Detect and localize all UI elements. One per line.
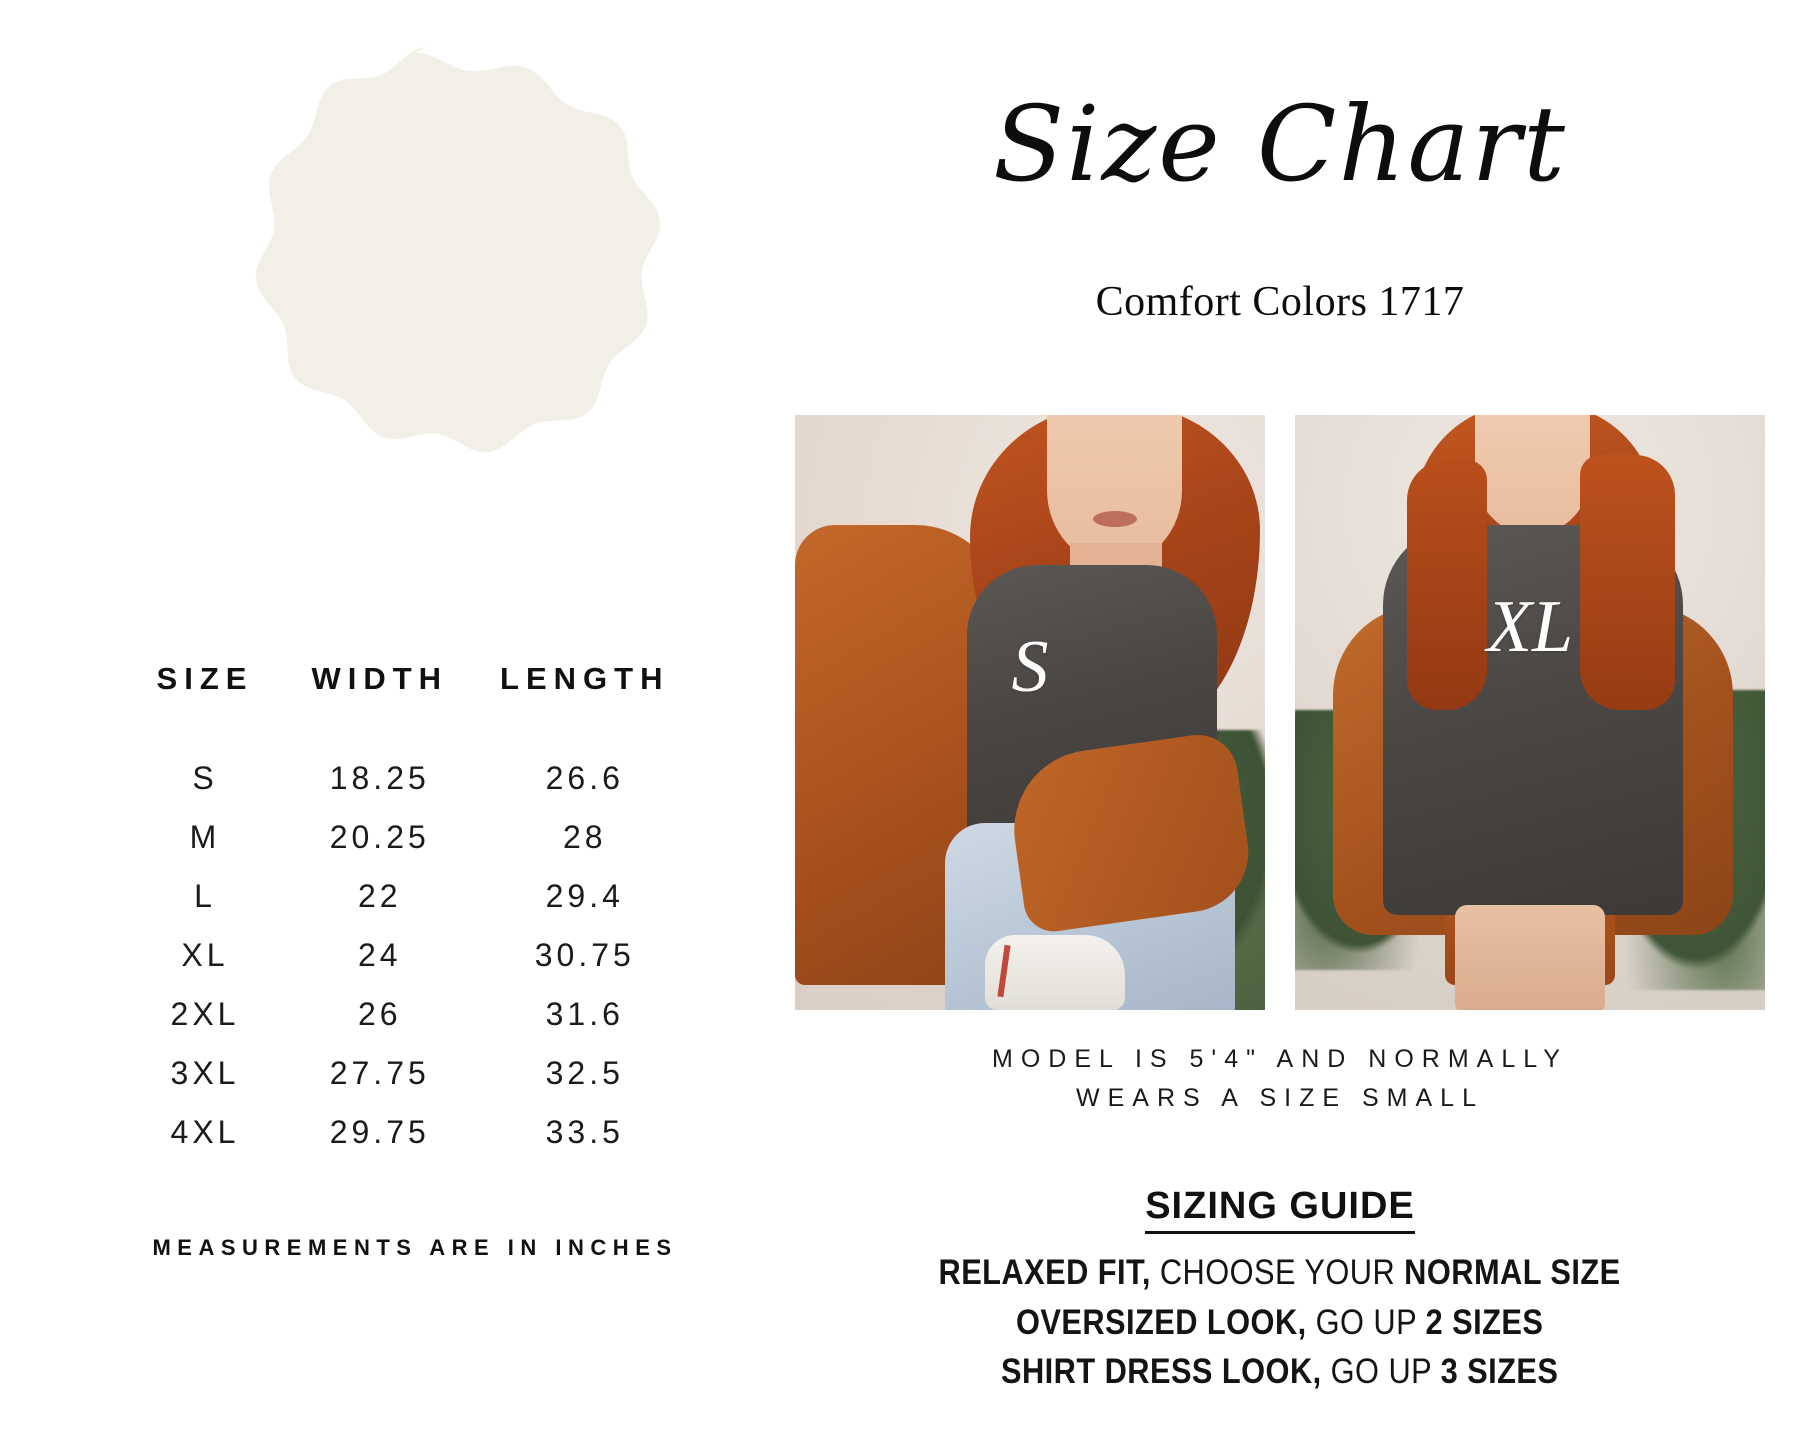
column-header-length: LENGTH [500,661,670,696]
shirt-size-label-small: S [1011,626,1049,708]
photo-size-small [795,415,1265,1010]
cell-width: 20.25 [329,819,430,855]
cell-width: 29.75 [329,1114,430,1150]
guide-line-3-part-c: 3 SIZES [1440,1352,1559,1392]
table-row [130,867,690,926]
column-header-width: WIDTH [311,661,449,696]
size-table [130,660,690,1162]
cell-width: 18.25 [329,760,430,796]
table-row [130,808,690,867]
guide-line-3-part-b: GO UP [1330,1352,1432,1392]
table-row [130,926,690,985]
photo2-face [1475,415,1590,535]
model-photos [760,415,1800,1010]
shirt-size-label-xl: XL [1486,586,1574,668]
cell-width: 24 [357,937,402,973]
cell-size: XL [181,937,229,973]
photo2-legs [1455,905,1605,1010]
guide-line-1-part-c: NORMAL SIZE [1404,1253,1622,1292]
guide-line-1-part-b: CHOOSE YOUR [1160,1253,1396,1292]
sizing-guide-title-text: SIZING GUIDE [1145,1185,1415,1234]
cell-length: 31.6 [545,996,624,1032]
photo-size-xl [1295,415,1765,1010]
sizing-guide-line-3 [760,1347,1800,1397]
cell-size: 2XL [170,996,240,1032]
sizing-guide-line-2 [760,1298,1800,1348]
cell-size: L [194,878,216,914]
guide-line-2-part-c: 2 SIZES [1425,1302,1544,1342]
table-row [130,985,690,1044]
measurements-note: MEASUREMENTS ARE IN INCHES [152,1235,678,1260]
guide-line-3-part-a: SHIRT DRESS LOOK, [1001,1352,1322,1392]
cell-size: S [192,760,218,796]
size-table-block [130,660,690,1162]
model-note-line-2: WEARS A SIZE SMALL [1076,1083,1484,1112]
photo1-lips [1093,511,1137,527]
cell-length: 26.6 [545,760,624,796]
photo2-hair-right-strand [1580,455,1675,710]
table-row [130,1103,690,1162]
guide-line-2-part-b: GO UP [1315,1302,1417,1342]
cell-width: 27.75 [329,1055,430,1091]
table-header-row [130,660,690,749]
sizing-guide-lines [760,1248,1800,1397]
table-row [130,749,690,808]
sizing-guide-line-1 [760,1248,1800,1298]
left-column [0,0,760,1440]
cell-width: 26 [357,996,402,1032]
guide-line-1-part-a: RELAXED FIT, [938,1253,1152,1292]
right-column [760,0,1800,1440]
page-title: Size Chart [993,83,1567,205]
model-note [800,1040,1760,1118]
model-note-line-1: MODEL IS 5'4" AND NORMALLY [992,1045,1568,1073]
cell-length: 29.4 [545,878,624,914]
cell-size: 3XL [170,1055,240,1091]
photo1-sneaker [985,935,1125,1010]
sizing-guide-title [760,1185,1800,1228]
cell-length: 32.5 [545,1055,624,1091]
photo2-hair-left-strand [1407,460,1487,710]
guide-line-2-part-a: OVERSIZED LOOK, [1016,1302,1307,1342]
decorative-blob [165,45,665,545]
table-row [130,1044,690,1103]
cell-width: 22 [357,878,402,914]
page-subtitle: Comfort Colors 1717 [1095,279,1465,325]
column-header-size: SIZE [156,661,254,696]
cell-length: 30.75 [534,937,635,973]
cell-length: 33.5 [545,1114,624,1150]
cell-length: 28 [562,819,607,855]
cell-size: 4XL [170,1114,240,1150]
cell-size: M [189,819,221,855]
